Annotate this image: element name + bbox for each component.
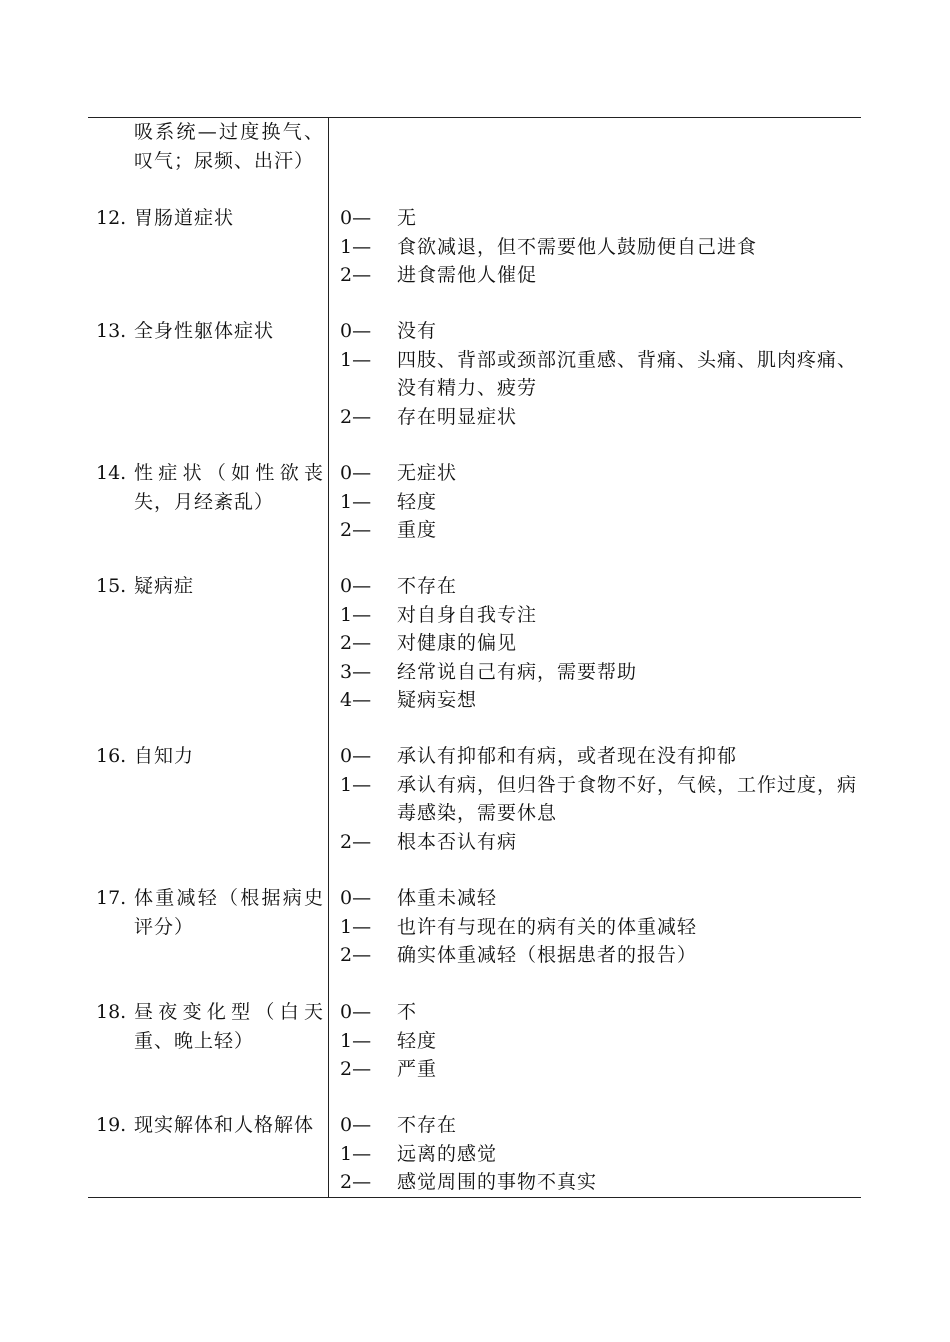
options-cell [340, 742, 858, 856]
option-line [340, 828, 858, 857]
option-line [340, 1111, 858, 1140]
option-score: 4— [340, 689, 372, 711]
option-text: 对健康的偏见 [397, 632, 518, 654]
options-cell [340, 572, 858, 715]
option-line [340, 601, 858, 630]
item-label: 全身性躯体症状 [134, 320, 275, 342]
item-number: 13. [96, 320, 127, 342]
item-number: 16. [96, 745, 127, 767]
item-number: 19. [96, 1114, 127, 1136]
option-text: 不 [397, 1001, 418, 1023]
option-line [340, 516, 858, 545]
option-score: 0— [340, 887, 372, 909]
option-score: 0— [340, 1001, 372, 1023]
option-line [340, 572, 858, 601]
option-score: 2— [340, 519, 372, 541]
option-score: 0— [340, 462, 372, 484]
option-score: 1— [340, 773, 372, 796]
option-line [340, 742, 858, 771]
option-line [340, 686, 858, 715]
option-text: 疑病妄想 [397, 689, 478, 711]
option-text: 存在明显症状 [397, 405, 518, 428]
option-score: 2— [340, 830, 372, 853]
option-score: 0— [340, 575, 372, 597]
option-text: 轻度 [397, 490, 438, 513]
option-text: 承认有病，但归咎于食物不好，气候，工作过度，病毒感染，需要休息 [397, 773, 858, 824]
option-score: 0— [340, 207, 372, 229]
option-line [340, 317, 858, 346]
option-line [340, 629, 858, 658]
option-line [340, 1027, 858, 1056]
item-label: 自知力 [134, 745, 195, 767]
item-label: 性症状（如性欲丧失，月经紊乱） [134, 462, 324, 513]
option-score: 1— [340, 1029, 372, 1052]
rating-scale-table [88, 117, 861, 1198]
option-text: 感觉周围的事物不真实 [397, 1171, 598, 1193]
option-line [340, 1055, 858, 1084]
option-line [340, 346, 858, 403]
item-label: 昼夜变化型（白天重、晚上轻） [134, 1001, 324, 1052]
option-text: 无 [397, 207, 418, 229]
item-number: 12. [96, 207, 127, 229]
option-text: 严重 [397, 1058, 438, 1080]
option-score: 1— [340, 603, 372, 626]
item-number: 17. [96, 887, 127, 909]
option-line [340, 1168, 858, 1197]
option-text: 进食需他人催促 [397, 264, 538, 286]
option-line [340, 233, 858, 262]
column-divider [328, 118, 329, 1197]
option-score: 2— [340, 1058, 372, 1080]
option-text: 四肢、背部或颈部沉重感、背痛、头痛、肌肉疼痛、没有精力、疲劳 [397, 348, 858, 399]
option-score: 3— [340, 660, 372, 683]
option-score: 1— [340, 235, 372, 258]
option-line [340, 998, 858, 1027]
option-line [340, 913, 858, 942]
option-text: 经常说自己有病，需要帮助 [397, 660, 638, 683]
options-cell [340, 317, 858, 431]
option-score: 1— [340, 1142, 372, 1165]
option-text: 体重未减轻 [397, 887, 498, 909]
option-text: 也许有与现在的病有关的体重减轻 [397, 915, 698, 938]
item-label: 吸系统—过度换气、叹气；尿频、出汗） [134, 121, 324, 172]
option-score: 0— [340, 320, 372, 342]
option-score: 0— [340, 1114, 372, 1136]
option-text: 远离的感觉 [397, 1142, 498, 1165]
item-number: 15. [96, 575, 127, 597]
option-line [340, 884, 858, 913]
option-score: 2— [340, 632, 372, 654]
option-score: 1— [340, 915, 372, 938]
option-line [340, 658, 858, 687]
option-line [340, 771, 858, 828]
option-text: 食欲减退，但不需要他人鼓励便自己进食 [397, 235, 758, 258]
option-line [340, 488, 858, 517]
item-number: 18. [96, 1001, 127, 1023]
option-score: 0— [340, 745, 372, 767]
option-score: 2— [340, 405, 372, 428]
option-line [340, 459, 858, 488]
item-label: 疑病症 [134, 575, 195, 597]
item-number: 14. [96, 462, 127, 484]
option-line [340, 941, 858, 970]
option-text: 不存在 [397, 575, 458, 597]
option-text: 确实体重减轻（根据患者的报告） [397, 944, 698, 966]
option-text: 根本否认有病 [397, 830, 518, 853]
options-cell [340, 1111, 858, 1197]
option-score: 1— [340, 348, 372, 371]
option-line [340, 1140, 858, 1169]
option-text: 重度 [397, 519, 438, 541]
option-score: 2— [340, 944, 372, 966]
option-text: 没有 [397, 320, 438, 342]
item-label: 体重减轻（根据病史评分） [134, 887, 324, 938]
option-text: 轻度 [397, 1029, 438, 1052]
option-line [340, 204, 858, 233]
options-cell [340, 204, 858, 290]
option-score: 2— [340, 1171, 372, 1193]
option-text: 对自身自我专注 [397, 603, 538, 626]
option-text: 承认有抑郁和有病，或者现在没有抑郁 [397, 745, 738, 767]
options-cell [340, 459, 858, 545]
option-line [340, 403, 858, 432]
option-score: 2— [340, 264, 372, 286]
item-label: 现实解体和人格解体 [134, 1114, 315, 1136]
options-cell [340, 998, 858, 1084]
option-score: 1— [340, 490, 372, 513]
options-cell [340, 884, 858, 970]
option-text: 不存在 [397, 1114, 458, 1136]
item-label: 胃肠道症状 [134, 207, 235, 229]
option-line [340, 261, 858, 290]
option-text: 无症状 [397, 462, 458, 484]
